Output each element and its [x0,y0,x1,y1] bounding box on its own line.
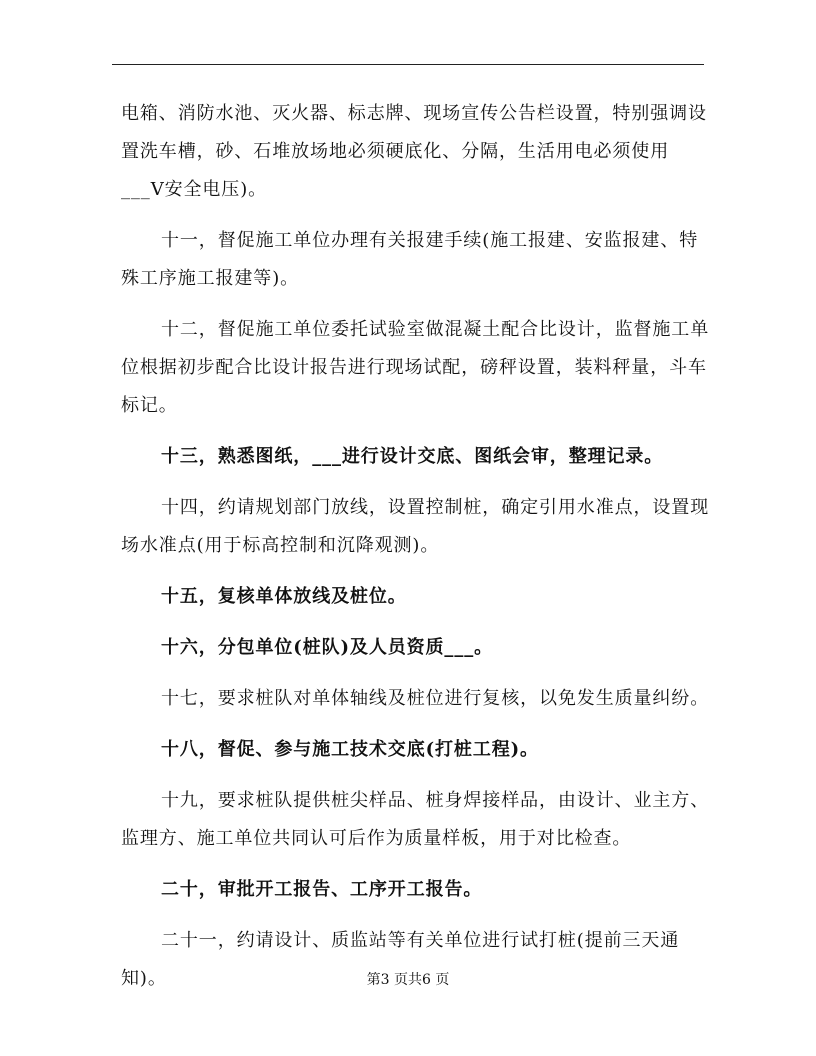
paragraph-item-11: 十一，督促施工单位办理有关报建手续(施工报建、安监报建、特殊工序施工报建等)。 [121,230,699,289]
header-rule [112,64,704,65]
paragraph-continuation: 电箱、消防水池、灭火器、标志牌、现场宣传公告栏设置，特别强调设置洗车槽，砂、石堆放场地必须硬底化、分隔，生活用电必须使用___V安全电压)。 [121,103,707,200]
paragraph-item-19: 十九，要求桩队提供桩尖样品、桩身焊接样品，由设计、业主方、监理方、施工单位共同认可后作为质量样板，用于对比检查。 [121,790,710,849]
paragraph-item-15: 十五，复核单体放线及桩位。 [161,586,407,607]
paragraph-item-18: 十八，督促、参与施工技术交底(打桩工程)。 [161,739,539,760]
page-number-footer: 第3 页共6 页 [366,972,450,988]
document-body [121,95,711,1011]
paragraph-item-20: 二十，审批开工报告、工序开工报告。 [161,879,483,900]
paragraph-item-16: 十六，分包单位(桩队)及人员资质___。 [161,637,494,658]
paragraph-item-21: 二十一，约请设计、质监站等有关单位进行试打桩(提前三天通知)。 [121,930,680,989]
paragraph-item-12: 十二，督促施工单位委托试验室做混凝土配合比设计，监督施工单位根据初步配合比设计报告进行现场试配，磅秤设置，装料秤量，斗车标记。 [121,319,710,416]
paragraph-item-17: 十七，要求桩队对单体轴线及桩位进行复核，以免发生质量纠纷。 [161,688,710,709]
paragraph-item-14: 十四，约请规划部门放线，设置控制桩，确定引用水准点，设置现场水准点(用于标高控制和沉降观测)。 [121,497,710,556]
paragraph-item-13: 十三，熟悉图纸，___进行设计交底、图纸会审，整理记录。 [161,446,664,467]
